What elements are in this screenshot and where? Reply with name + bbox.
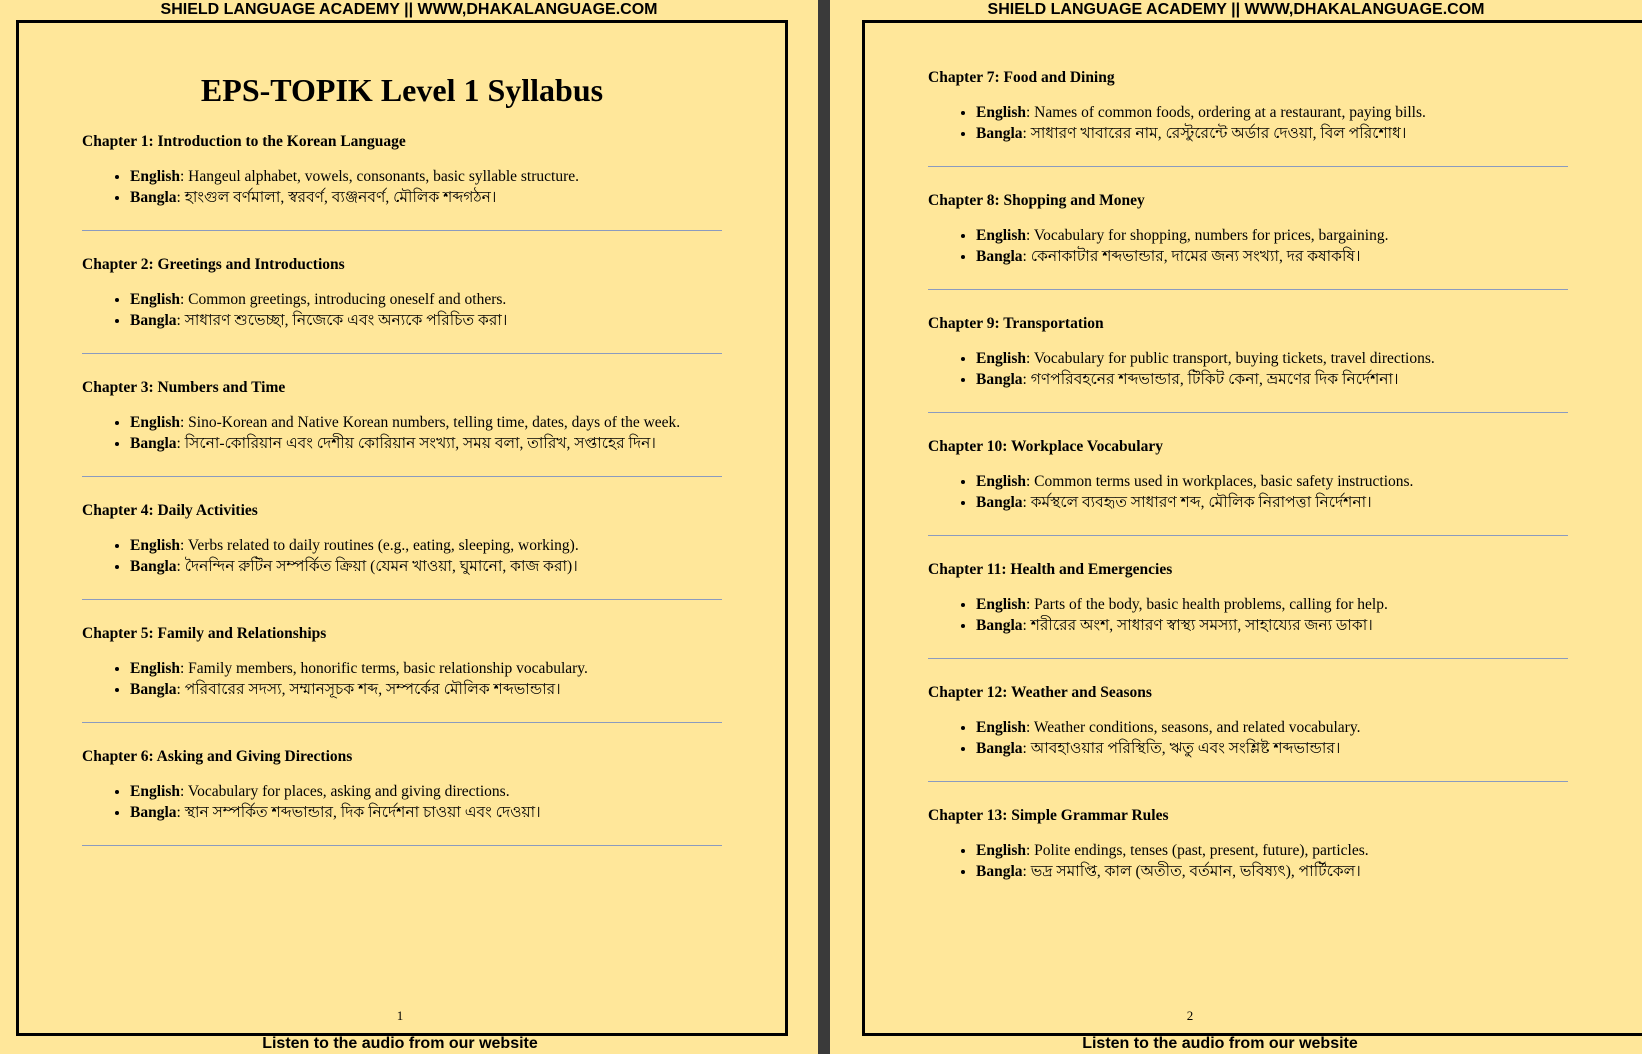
chapter-title: Chapter 10: Workplace Vocabulary [928,438,1163,455]
chapter-section [928,560,1568,659]
chapter-bullet-list [928,594,1568,636]
english-label: English [130,414,180,431]
bangla-description: : সাধারণ খাবারের নাম, রেস্টুরেন্টে অর্ডার দেওয়া, বিল পরিশোধ। [1022,125,1407,142]
bangla-description: : গণপরিবহনের শব্দভান্ডার, টিকিট কেনা, ভ্রমণের দিক নির্দেশনা। [1022,371,1399,388]
chapter-title: Chapter 7: Food and Dining [928,69,1115,86]
bullet-bangla [976,492,1568,513]
chapter-bullet-list [82,412,722,454]
bangla-label: Bangla [976,248,1023,265]
english-description: : Family members, honorific terms, basic relationship vocabulary. [179,660,588,677]
bullet-english [130,781,722,802]
chapter-title: Chapter 6: Asking and Giving Directions [82,748,353,765]
english-description: : Vocabulary for public transport, buying tickets, travel directions. [1025,350,1435,367]
chapter-section [82,378,722,477]
english-label: English [130,291,180,308]
chapter-bullet-list [82,535,722,577]
chapter-title: Chapter 8: Shopping and Money [928,192,1145,209]
bangla-description: : সিনো-কোরিয়ান এবং দেশীয় কোরিয়ান সংখ্যা, সময় বলা, তারিখ, সপ্তাহের দিন। [176,435,656,452]
chapter-title: Chapter 2: Greetings and Introductions [82,256,345,273]
document-page-2 [830,0,1642,1054]
bangla-label: Bangla [130,312,177,329]
page-header: SHIELD LANGUAGE ACADEMY || WWW,DHAKALANGUAGE.COM [160,1,658,18]
bangla-description: : আবহাওয়ার পরিস্থিতি, ঋতু এবং সংশ্লিষ্ট শব্দভান্ডার। [1022,740,1341,757]
bangla-label: Bangla [976,617,1023,634]
bullet-bangla [130,556,722,577]
bangla-label: Bangla [130,558,177,575]
bullet-bangla [976,861,1568,882]
section-divider [928,781,1568,782]
section-divider [82,353,722,354]
english-description: : Common greetings, introducing oneself and others. [179,291,507,308]
english-label: English [130,537,180,554]
chapter-title: Chapter 11: Health and Emergencies [928,561,1173,578]
english-description: : Hangeul alphabet, vowels, consonants, basic syllable structure. [179,168,580,185]
chapter-bullet-list [82,781,722,823]
chapter-section [928,683,1568,782]
bangla-description: : শরীরের অংশ, সাধারণ স্বাস্থ্য সমস্যা, সাহায্যের জন্য ডাকা। [1022,617,1373,634]
chapter-bullet-list [928,102,1568,144]
bullet-english [130,535,722,556]
section-divider [928,412,1568,413]
bangla-label: Bangla [976,740,1023,757]
section-divider [928,535,1568,536]
english-label: English [130,168,180,185]
english-description: : Vocabulary for places, asking and giving directions. [179,783,510,800]
english-label: English [130,783,180,800]
chapter-bullet-list [82,166,722,208]
section-divider [82,476,722,477]
chapter-bullet-list [928,840,1568,882]
chapter-section [82,747,722,846]
chapter-title: Chapter 12: Weather and Seasons [928,684,1152,701]
section-divider [82,230,722,231]
chapter-title: Chapter 9: Transportation [928,315,1104,332]
english-label: English [976,473,1026,490]
english-description: : Sino-Korean and Native Korean numbers, telling time, dates, days of the week. [179,414,681,431]
english-description: : Weather conditions, seasons, and related vocabulary. [1025,719,1361,736]
bullet-english [976,717,1568,738]
bangla-label: Bangla [130,189,177,206]
document-page-1 [0,0,818,1054]
page-content [928,68,1568,882]
section-divider [928,289,1568,290]
bangla-label: Bangla [130,804,177,821]
chapter-list [928,68,1568,882]
chapter-section [928,437,1568,536]
english-description: : Common terms used in workplaces, basic safety instructions. [1025,473,1414,490]
english-description: : Vocabulary for shopping, numbers for prices, bargaining. [1025,227,1389,244]
chapter-title: Chapter 13: Simple Grammar Rules [928,807,1169,824]
chapter-section [928,314,1568,413]
chapter-section [82,132,722,231]
bullet-bangla [976,369,1568,390]
section-divider [82,722,722,723]
bullet-bangla [976,615,1568,636]
bullet-bangla [976,246,1568,267]
chapter-section [82,255,722,354]
english-description: : Names of common foods, ordering at a restaurant, paying bills. [1025,104,1426,121]
english-label: English [976,842,1026,859]
bullet-english [130,412,722,433]
bangla-description: : কেনাকাটার শব্দভান্ডার, দামের জন্য সংখ্যা, দর কষাকষি। [1022,248,1361,265]
english-description: : Parts of the body, basic health problems, calling for help. [1025,596,1388,613]
section-divider [82,845,722,846]
bullet-english [976,594,1568,615]
chapter-section [928,806,1568,882]
bullet-english [976,225,1568,246]
bangla-label: Bangla [976,494,1023,511]
chapter-bullet-list [928,225,1568,267]
chapter-section [82,624,722,723]
bangla-description: : হাংগুল বর্ণমালা, স্বরবর্ণ, ব্যঞ্জনবর্ণ, মৌলিক শব্দগঠন। [176,189,497,206]
bullet-bangla [976,738,1568,759]
chapter-bullet-list [82,289,722,331]
section-divider [928,658,1568,659]
english-label: English [976,596,1026,613]
bullet-english [976,102,1568,123]
bangla-description: : পরিবারের সদস্য, সম্মানসূচক শব্দ, সম্পর্কের মৌলিক শব্দভান্ডার। [176,681,561,698]
bangla-label: Bangla [976,125,1023,142]
page-content [82,70,722,870]
page-footer: Listen to the audio from our website [1082,1035,1358,1052]
bullet-bangla [130,679,722,700]
english-label: English [976,719,1026,736]
page-separator [818,0,830,1054]
chapter-title: Chapter 5: Family and Relationships [82,625,327,642]
bullet-bangla [130,802,722,823]
bangla-label: Bangla [976,371,1023,388]
chapter-list [82,132,722,846]
english-label: English [976,350,1026,367]
bullet-english [130,658,722,679]
bullet-english [976,348,1568,369]
bangla-description: : দৈনন্দিন রুটিন সম্পর্কিত ক্রিয়া (যেমন খাওয়া, ঘুমানো, কাজ করা)। [176,558,578,575]
section-divider [82,599,722,600]
document-title: EPS-TOPIK Level 1 Syllabus [200,72,604,108]
bullet-english [976,840,1568,861]
chapter-bullet-list [82,658,722,700]
english-label: English [130,660,180,677]
chapter-title: Chapter 4: Daily Activities [82,502,258,519]
chapter-section [928,68,1568,167]
bangla-label: Bangla [976,863,1023,880]
bangla-description: : ভদ্র সমাপ্তি, কাল (অতীত, বর্তমান, ভবিষ্যৎ), পার্টিকেল। [1022,863,1361,880]
bullet-english [130,166,722,187]
bullet-bangla [130,433,722,454]
bangla-description: : স্থান সম্পর্কিত শব্দভান্ডার, দিক নির্দেশনা চাওয়া এবং দেওয়া। [176,804,541,821]
chapter-title: Chapter 3: Numbers and Time [82,379,286,396]
english-label: English [976,104,1026,121]
english-description: : Polite endings, tenses (past, present, future), particles. [1025,842,1369,859]
page-number: 2 [1186,1008,1194,1023]
bullet-english [976,471,1568,492]
chapter-section [928,191,1568,290]
english-description: : Verbs related to daily routines (e.g., eating, sleeping, working). [179,537,579,554]
page-number: 1 [396,1008,404,1023]
bangla-description: : কর্মস্থলে ব্যবহৃত সাধারণ শব্দ, মৌলিক নিরাপত্তা নির্দেশনা। [1022,494,1372,511]
page-header: SHIELD LANGUAGE ACADEMY || WWW,DHAKALANGUAGE.COM [987,1,1485,18]
chapter-title: Chapter 1: Introduction to the Korean Language [82,133,406,150]
bullet-bangla [976,123,1568,144]
bullet-bangla [130,187,722,208]
bullet-english [130,289,722,310]
page-footer: Listen to the audio from our website [262,1035,538,1052]
chapter-section [82,501,722,600]
chapter-bullet-list [928,717,1568,759]
bangla-description: : সাধারণ শুভেচ্ছা, নিজেকে এবং অন্যকে পরিচিত করা। [176,312,508,329]
bangla-label: Bangla [130,681,177,698]
english-label: English [976,227,1026,244]
section-divider [928,166,1568,167]
chapter-bullet-list [928,348,1568,390]
bullet-bangla [130,310,722,331]
chapter-bullet-list [928,471,1568,513]
bangla-label: Bangla [130,435,177,452]
